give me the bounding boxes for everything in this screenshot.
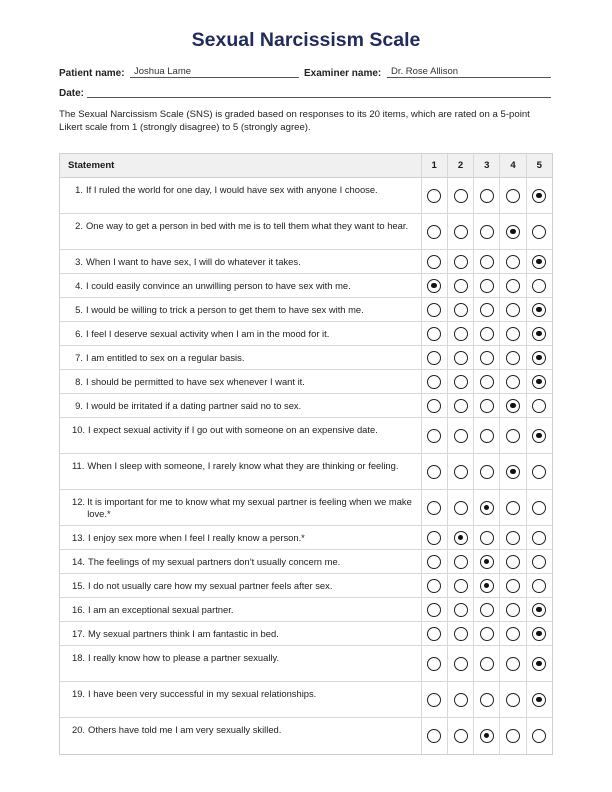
- rating-cell-1: [421, 718, 447, 754]
- rating-radio-4[interactable]: [506, 399, 520, 413]
- rating-radio-2[interactable]: [454, 255, 468, 269]
- rating-radio-1[interactable]: [427, 465, 441, 479]
- rating-radio-2[interactable]: [454, 279, 468, 293]
- rating-cell-4: [499, 550, 525, 573]
- rating-cell-4: [499, 214, 525, 249]
- rating-cell-4: [499, 250, 525, 273]
- rating-cell-3: [473, 274, 499, 297]
- rating-radio-4[interactable]: [506, 375, 520, 389]
- rating-radio-5[interactable]: [532, 531, 546, 545]
- rating-radio-4[interactable]: [506, 531, 520, 545]
- table-row: [60, 418, 552, 454]
- rating-cell-2: [447, 490, 473, 525]
- rating-radio-4[interactable]: [506, 189, 520, 203]
- rating-cell-5: [526, 322, 552, 345]
- scale-header-1: 1: [421, 154, 447, 177]
- rating-cell-1: [421, 622, 447, 645]
- item-statement: I enjoy sex more when I feel I really know a person.*: [88, 532, 305, 543]
- intro-text: The Sexual Narcissism Scale (SNS) is graded based on responses to its 20 items, which are rated on a 5-point Likert scale from 1 (strongly disagree) to 5 (strongly agree).: [59, 109, 530, 133]
- table-row: [60, 394, 552, 418]
- rating-radio-1[interactable]: [427, 327, 441, 341]
- item-number: 2.: [75, 220, 83, 231]
- rating-cell-4: [499, 574, 525, 597]
- sns-table: [59, 153, 553, 755]
- statement-cell: [60, 526, 421, 549]
- rating-cell-3: [473, 550, 499, 573]
- rating-cell-1: [421, 274, 447, 297]
- rating-radio-1[interactable]: [427, 555, 441, 569]
- statement-cell: [60, 322, 421, 345]
- rating-radio-3[interactable]: [480, 729, 494, 743]
- item-number: 3.: [75, 256, 83, 267]
- rating-cell-4: [499, 454, 525, 489]
- rating-cell-2: [447, 178, 473, 213]
- rating-radio-1[interactable]: [427, 531, 441, 545]
- scale-header-4: 4: [499, 154, 525, 177]
- statement-cell: [60, 454, 421, 489]
- item-statement: I expect sexual activity if I go out with someone on an expensive date.: [88, 424, 378, 435]
- rating-cell-1: [421, 346, 447, 369]
- rating-radio-2[interactable]: [454, 351, 468, 365]
- rating-radio-2[interactable]: [454, 657, 468, 671]
- table-row: [60, 454, 552, 490]
- rating-radio-4[interactable]: [506, 279, 520, 293]
- rating-cell-3: [473, 418, 499, 453]
- rating-cell-3: [473, 178, 499, 213]
- rating-radio-4[interactable]: [506, 351, 520, 365]
- rating-radio-5[interactable]: [532, 729, 546, 743]
- item-statement: I am entitled to sex on a regular basis.: [86, 352, 245, 363]
- rating-radio-2[interactable]: [454, 303, 468, 317]
- rating-cell-2: [447, 454, 473, 489]
- rating-radio-3[interactable]: [480, 501, 494, 515]
- date-field[interactable]: [87, 86, 551, 98]
- rating-cell-5: [526, 274, 552, 297]
- rating-radio-2[interactable]: [454, 531, 468, 545]
- rating-radio-4[interactable]: [506, 501, 520, 515]
- rating-cell-1: [421, 646, 447, 681]
- item-number: 9.: [75, 400, 83, 411]
- rating-cell-2: [447, 274, 473, 297]
- rating-radio-2[interactable]: [454, 465, 468, 479]
- item-statement: It is important for me to know what my sexual partner is feeling when we make love.*: [87, 496, 412, 519]
- table-row: [60, 550, 552, 574]
- table-row: [60, 526, 552, 550]
- rating-cell-3: [473, 682, 499, 717]
- rating-radio-4[interactable]: [506, 657, 520, 671]
- rating-cell-4: [499, 322, 525, 345]
- rating-cell-2: [447, 622, 473, 645]
- statement-cell: [60, 622, 421, 645]
- rating-cell-2: [447, 682, 473, 717]
- rating-radio-1[interactable]: [427, 657, 441, 671]
- rating-cell-5: [526, 298, 552, 321]
- rating-radio-5[interactable]: [532, 375, 546, 389]
- rating-radio-2[interactable]: [454, 555, 468, 569]
- item-statement: Others have told me I am very sexually skilled.: [88, 724, 282, 735]
- examiner-name-label: Examiner name:: [304, 68, 382, 79]
- rating-radio-2[interactable]: [454, 627, 468, 641]
- table-row: [60, 682, 552, 718]
- rating-cell-2: [447, 574, 473, 597]
- rating-cell-5: [526, 394, 552, 417]
- rating-radio-5[interactable]: [532, 399, 546, 413]
- item-statement: I would be willing to trick a person to get them to have sex with me.: [86, 304, 364, 315]
- rating-cell-2: [447, 370, 473, 393]
- item-number: 18.: [72, 652, 86, 663]
- statement-cell: [60, 574, 421, 597]
- rating-cell-5: [526, 250, 552, 273]
- rating-radio-1[interactable]: [427, 279, 441, 293]
- rating-radio-4[interactable]: [506, 465, 520, 479]
- item-number: 11.: [72, 460, 85, 471]
- rating-cell-2: [447, 718, 473, 754]
- rating-cell-3: [473, 298, 499, 321]
- rating-cell-5: [526, 574, 552, 597]
- rating-radio-1[interactable]: [427, 693, 441, 707]
- rating-cell-1: [421, 418, 447, 453]
- rating-radio-4[interactable]: [506, 429, 520, 443]
- rating-cell-3: [473, 322, 499, 345]
- rating-radio-3[interactable]: [480, 279, 494, 293]
- item-number: 16.: [72, 604, 86, 615]
- rating-cell-3: [473, 622, 499, 645]
- scale-header-5: 5: [526, 154, 552, 177]
- statement-column-header: Statement: [68, 160, 115, 171]
- rating-cell-1: [421, 454, 447, 489]
- table-row: [60, 598, 552, 622]
- table-row: [60, 646, 552, 682]
- rating-radio-4[interactable]: [506, 729, 520, 743]
- rating-radio-2[interactable]: [454, 693, 468, 707]
- rating-cell-2: [447, 646, 473, 681]
- rating-radio-4[interactable]: [506, 303, 520, 317]
- rating-cell-3: [473, 718, 499, 754]
- item-number: 1.: [75, 184, 83, 195]
- rating-radio-2[interactable]: [454, 327, 468, 341]
- rating-radio-3[interactable]: [480, 627, 494, 641]
- table-body: [60, 178, 552, 754]
- rating-radio-1[interactable]: [427, 501, 441, 515]
- item-number: 13.: [72, 532, 86, 543]
- item-statement: My sexual partners think I am fantastic in bed.: [88, 628, 279, 639]
- item-statement: I am an exceptional sexual partner.: [88, 604, 234, 615]
- item-statement: The feelings of my sexual partners don’t usually concern me.: [88, 556, 341, 567]
- rating-cell-3: [473, 574, 499, 597]
- rating-cell-1: [421, 370, 447, 393]
- rating-cell-5: [526, 646, 552, 681]
- patient-name-label: Patient name:: [59, 68, 125, 79]
- statement-cell: [60, 298, 421, 321]
- item-number: 10.: [72, 424, 86, 435]
- item-number: 17.: [72, 628, 86, 639]
- rating-cell-2: [447, 394, 473, 417]
- rating-radio-4[interactable]: [506, 627, 520, 641]
- item-number: 5.: [75, 304, 83, 315]
- rating-radio-2[interactable]: [454, 375, 468, 389]
- rating-radio-5[interactable]: [532, 627, 546, 641]
- rating-cell-3: [473, 490, 499, 525]
- rating-radio-5[interactable]: [532, 465, 546, 479]
- item-number: 19.: [72, 688, 86, 699]
- rating-radio-5[interactable]: [532, 429, 546, 443]
- item-statement: I really know how to please a partner sexually.: [88, 652, 280, 663]
- table-row: [60, 370, 552, 394]
- table-header: [60, 154, 552, 178]
- statement-cell: [60, 370, 421, 393]
- statement-cell: [60, 646, 421, 681]
- table-row: [60, 718, 552, 754]
- rating-cell-5: [526, 178, 552, 213]
- rating-cell-5: [526, 598, 552, 621]
- rating-radio-1[interactable]: [427, 225, 441, 239]
- item-statement: I do not usually care how my sexual partner feels after sex.: [88, 580, 333, 591]
- rating-cell-5: [526, 418, 552, 453]
- rating-radio-2[interactable]: [454, 429, 468, 443]
- rating-cell-1: [421, 322, 447, 345]
- statement-cell: [60, 718, 421, 754]
- rating-radio-3[interactable]: [480, 225, 494, 239]
- table-row: [60, 346, 552, 370]
- table-row: [60, 298, 552, 322]
- rating-cell-4: [499, 622, 525, 645]
- rating-cell-4: [499, 298, 525, 321]
- rating-cell-5: [526, 346, 552, 369]
- rating-cell-1: [421, 598, 447, 621]
- rating-cell-4: [499, 718, 525, 754]
- table-row: [60, 622, 552, 646]
- item-statement: When I want to have sex, I will do whatever it takes.: [86, 256, 301, 267]
- rating-cell-1: [421, 490, 447, 525]
- rating-radio-3[interactable]: [480, 465, 494, 479]
- item-number: 12.: [72, 496, 86, 507]
- rating-radio-5[interactable]: [532, 303, 546, 317]
- scale-header-3: 3: [473, 154, 499, 177]
- rating-cell-5: [526, 370, 552, 393]
- rating-radio-3[interactable]: [480, 351, 494, 365]
- rating-cell-2: [447, 322, 473, 345]
- rating-radio-3[interactable]: [480, 399, 494, 413]
- rating-cell-5: [526, 682, 552, 717]
- item-number: 8.: [75, 376, 83, 387]
- rating-cell-5: [526, 718, 552, 754]
- rating-cell-1: [421, 550, 447, 573]
- item-number: 7.: [75, 352, 83, 363]
- examiner-name-field[interactable]: Dr. Rose Allison: [387, 66, 551, 78]
- rating-radio-5[interactable]: [532, 189, 546, 203]
- item-number: 15.: [72, 580, 86, 591]
- rating-radio-5[interactable]: [532, 579, 546, 593]
- rating-radio-1[interactable]: [427, 375, 441, 389]
- item-number: 6.: [75, 328, 83, 339]
- rating-radio-3[interactable]: [480, 657, 494, 671]
- rating-radio-5[interactable]: [532, 225, 546, 239]
- rating-radio-2[interactable]: [454, 603, 468, 617]
- statement-cell: [60, 274, 421, 297]
- rating-cell-4: [499, 394, 525, 417]
- rating-radio-3[interactable]: [480, 693, 494, 707]
- rating-cell-3: [473, 214, 499, 249]
- item-statement: I should be permitted to have sex whenever I want it.: [86, 376, 305, 387]
- item-number: 4.: [75, 280, 83, 291]
- rating-radio-3[interactable]: [480, 375, 494, 389]
- rating-radio-1[interactable]: [427, 579, 441, 593]
- item-statement: I could easily convince an unwilling person to have sex with me.: [86, 280, 351, 291]
- rating-radio-3[interactable]: [480, 255, 494, 269]
- rating-radio-4[interactable]: [506, 255, 520, 269]
- statement-cell: [60, 490, 421, 525]
- rating-cell-4: [499, 490, 525, 525]
- rating-radio-5[interactable]: [532, 279, 546, 293]
- rating-cell-1: [421, 526, 447, 549]
- rating-radio-4[interactable]: [506, 327, 520, 341]
- rating-radio-5[interactable]: [532, 603, 546, 617]
- item-number: 14.: [72, 556, 86, 567]
- rating-radio-5[interactable]: [532, 327, 546, 341]
- rating-cell-4: [499, 418, 525, 453]
- rating-cell-2: [447, 214, 473, 249]
- rating-cell-4: [499, 346, 525, 369]
- rating-radio-1[interactable]: [427, 255, 441, 269]
- rating-radio-5[interactable]: [532, 693, 546, 707]
- rating-radio-5[interactable]: [532, 555, 546, 569]
- table-row: [60, 322, 552, 346]
- rating-cell-1: [421, 178, 447, 213]
- page-title: Sexual Narcissism Scale: [191, 29, 421, 51]
- rating-cell-2: [447, 550, 473, 573]
- rating-radio-4[interactable]: [506, 579, 520, 593]
- rating-radio-1[interactable]: [427, 603, 441, 617]
- statement-cell: [60, 550, 421, 573]
- rating-cell-2: [447, 526, 473, 549]
- rating-radio-2[interactable]: [454, 729, 468, 743]
- item-number: 20.: [72, 724, 86, 735]
- rating-cell-3: [473, 394, 499, 417]
- rating-cell-4: [499, 526, 525, 549]
- item-statement: One way to get a person in bed with me is to tell them what they want to hear.: [86, 220, 409, 231]
- rating-radio-1[interactable]: [427, 351, 441, 365]
- table-row: [60, 274, 552, 298]
- rating-cell-3: [473, 646, 499, 681]
- rating-radio-5[interactable]: [532, 501, 546, 515]
- statement-cell: [60, 250, 421, 273]
- table-row: [60, 574, 552, 598]
- rating-cell-4: [499, 682, 525, 717]
- rating-cell-4: [499, 178, 525, 213]
- rating-radio-5[interactable]: [532, 351, 546, 365]
- statement-cell: [60, 418, 421, 453]
- rating-radio-5[interactable]: [532, 255, 546, 269]
- item-statement: I feel I deserve sexual activity when I am in the mood for it.: [86, 328, 330, 339]
- rating-cell-3: [473, 346, 499, 369]
- rating-cell-1: [421, 574, 447, 597]
- rating-cell-4: [499, 646, 525, 681]
- table-row: [60, 214, 552, 250]
- rating-radio-1[interactable]: [427, 189, 441, 203]
- rating-radio-5[interactable]: [532, 657, 546, 671]
- rating-radio-4[interactable]: [506, 225, 520, 239]
- item-statement: I would be irritated if a dating partner said no to sex.: [86, 400, 302, 411]
- rating-cell-4: [499, 274, 525, 297]
- rating-radio-4[interactable]: [506, 603, 520, 617]
- rating-cell-4: [499, 370, 525, 393]
- rating-radio-2[interactable]: [454, 579, 468, 593]
- statement-cell: [60, 394, 421, 417]
- rating-cell-3: [473, 370, 499, 393]
- rating-radio-3[interactable]: [480, 429, 494, 443]
- rating-radio-1[interactable]: [427, 303, 441, 317]
- item-statement: When I sleep with someone, I rarely know what they are thinking or feeling.: [87, 460, 399, 471]
- rating-cell-5: [526, 454, 552, 489]
- rating-cell-3: [473, 598, 499, 621]
- statement-cell: [60, 178, 421, 213]
- rating-radio-2[interactable]: [454, 225, 468, 239]
- rating-cell-5: [526, 490, 552, 525]
- rating-radio-3[interactable]: [480, 531, 494, 545]
- rating-radio-3[interactable]: [480, 303, 494, 317]
- rating-cell-3: [473, 526, 499, 549]
- rating-cell-5: [526, 214, 552, 249]
- rating-cell-4: [499, 598, 525, 621]
- statement-cell: [60, 214, 421, 249]
- rating-radio-2[interactable]: [454, 189, 468, 203]
- rating-cell-3: [473, 250, 499, 273]
- rating-cell-1: [421, 298, 447, 321]
- table-row: [60, 490, 552, 526]
- rating-cell-1: [421, 250, 447, 273]
- rating-radio-3[interactable]: [480, 555, 494, 569]
- rating-radio-1[interactable]: [427, 729, 441, 743]
- rating-radio-4[interactable]: [506, 693, 520, 707]
- rating-cell-1: [421, 682, 447, 717]
- rating-radio-1[interactable]: [427, 429, 441, 443]
- rating-cell-2: [447, 418, 473, 453]
- rating-cell-2: [447, 298, 473, 321]
- rating-cell-1: [421, 214, 447, 249]
- rating-cell-5: [526, 550, 552, 573]
- patient-name-field[interactable]: Joshua Lame: [130, 66, 299, 78]
- rating-cell-2: [447, 250, 473, 273]
- rating-cell-1: [421, 394, 447, 417]
- rating-radio-1[interactable]: [427, 627, 441, 641]
- table-row: [60, 250, 552, 274]
- item-statement: I have been very successful in my sexual relationships.: [88, 688, 317, 699]
- statement-cell: [60, 346, 421, 369]
- rating-cell-2: [447, 346, 473, 369]
- rating-radio-3[interactable]: [480, 579, 494, 593]
- rating-radio-2[interactable]: [454, 399, 468, 413]
- rating-radio-4[interactable]: [506, 555, 520, 569]
- rating-cell-5: [526, 622, 552, 645]
- statement-cell: [60, 682, 421, 717]
- rating-radio-2[interactable]: [454, 501, 468, 515]
- rating-radio-1[interactable]: [427, 399, 441, 413]
- rating-cell-3: [473, 454, 499, 489]
- rating-cell-5: [526, 526, 552, 549]
- date-label: Date:: [59, 88, 85, 99]
- rating-radio-3[interactable]: [480, 327, 494, 341]
- rating-cell-2: [447, 598, 473, 621]
- statement-cell: [60, 598, 421, 621]
- rating-radio-3[interactable]: [480, 603, 494, 617]
- rating-radio-3[interactable]: [480, 189, 494, 203]
- table-row: [60, 178, 552, 214]
- item-statement: If I ruled the world for one day, I would have sex with anyone I choose.: [86, 184, 378, 195]
- scale-header-2: 2: [447, 154, 473, 177]
